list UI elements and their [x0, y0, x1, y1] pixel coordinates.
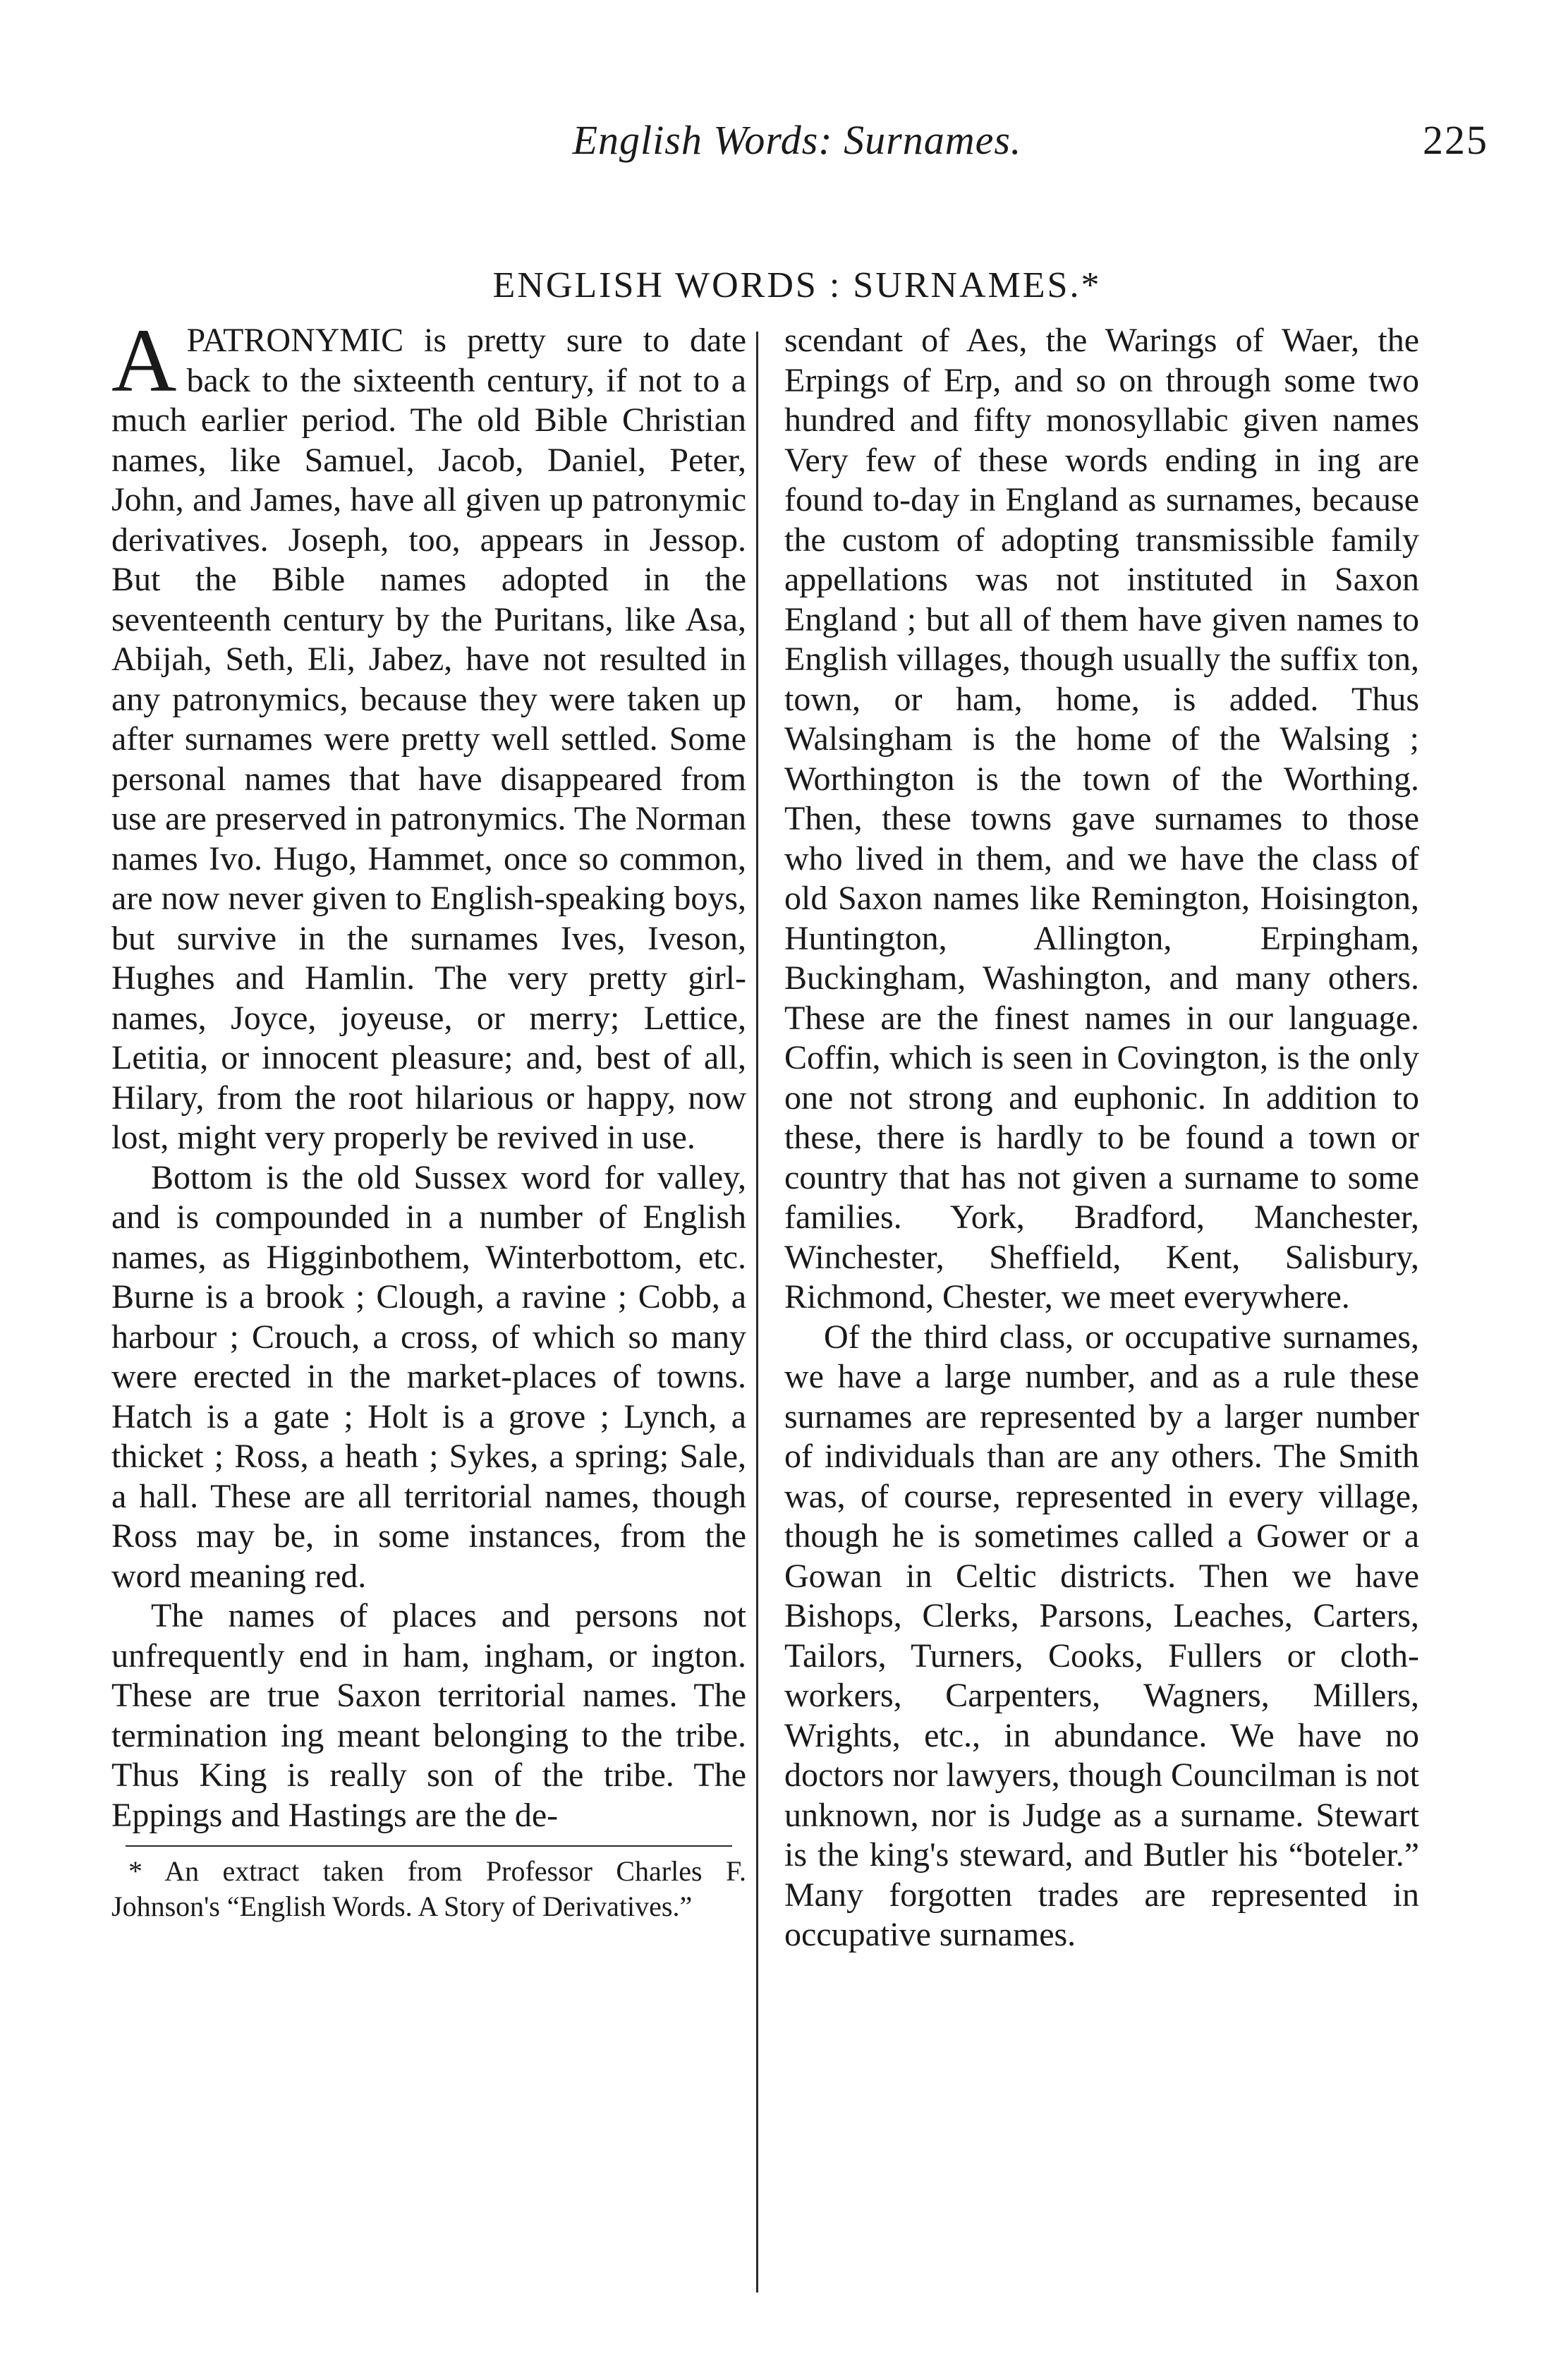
page-number: 225 [1423, 117, 1488, 163]
running-head: English Words: Surnames. [572, 117, 1022, 163]
drop-cap: A [111, 310, 177, 411]
column-divider [756, 332, 758, 2293]
article-title: ENGLISH WORDS : SURNAMES.* [492, 265, 1102, 305]
right-column [784, 321, 1419, 1955]
left-column [111, 310, 746, 1924]
paragraph-3: The names of places and persons not unfrequently end in ham, ingham, or ington. These are true Saxon territorial names. The termination ing meant belonging to the tribe. Thus King is really son of the tribe. The Eppings and Hastings are the de- [111, 1597, 746, 1834]
paragraph-5: Of the third class, or occupative surnames, we have a large number, and as a rule these surnames are represented by a larger number of individuals than are any others. The Smith was, of course, represented in every village, though he is sometimes called a Gower or a Gowan in Celtic districts. Then we have Bishops, Clerks, Parsons, Leaches, Carters, Tailors, Turners, Cooks, Fullers or cloth-workers, Carpenters, Wagners, Millers, Wrights, etc., in abundance. We have no doctors nor lawyers, though Councilman is not unknown, nor is Judge as a surname. Stewart is the king's steward, and Butler his “boteler.” Many forgotten trades are represented in occupative surnames. [784, 1318, 1419, 1953]
footnote-rule [126, 1845, 732, 1847]
paragraph-2: Bottom is the old Sussex word for valley, and is compounded in a number of English names, as Higginbothem, Winterbottom, etc. Burne is a brook ; Clough, a ravine ; Cobb, a harbour ; Crouch, a cross, of which so many were erected in the market-places of towns. Hatch is a gate ; Holt is a grove ; Lynch, a thicket ; Ross, a heath ; Sykes, a spring; Sale, a hall. These are all territorial names, though Ross may be, in some instances, from the word meaning red. [111, 1158, 746, 1595]
paragraph-4: scendant of Aes, the Warings of Waer, the Erpings of Erp, and so on through some two hundred and fifty monosyllabic given names Very few of these words ending in ing are found to-day in England as surnames, because the custom of adopting transmissible family appellations was not instituted in Saxon England ; but all of them have given names to English villages, though usually the suffix ton, town, or ham, home, is added. Thus Walsingham is the home of the Walsing ; Worthington is the town of the Worthing. Then, these towns gave surnames to those who lived in them, and we have the class of old Saxon names like Remington, Hoisington, Huntington, Allington, Erpingham, Buckingham, Washington, and many others. These are the finest names in our language. Coffin, which is seen in Covington, is the only one not strong and euphonic. In addition to these, there is hardly to be found a town or country that has not given a surname to some families. York, Bradford, Manchester, Winchester, Sheffield, Kent, Salisbury, Richmond, Chester, we meet everywhere. [784, 322, 1419, 1316]
page-header [106, 116, 1488, 173]
footnote [111, 1854, 746, 1924]
footnote-text: * An extract taken from Professor Charles F. Johnson's “English Words. A Story of Derivatives.” [111, 1855, 746, 1922]
paragraph-1 [111, 310, 746, 1158]
paragraph-1-text: PATRONYMIC is pretty sure to date back to the sixteenth century, if not to a much earlier period. The old Bible Christian names, like Samuel, Jacob, Daniel, Peter, John, and James, have all given up patronymic derivatives. Joseph, too, appears in Jessop. But the Bible names adopted in the seventeenth century by the Puritans, like Asa, Abijah, Seth, Eli, Jabez, have not resulted in any patronymics, because they were taken up after surnames were pretty well settled. Some personal names that have disappeared from use are preserved in patronymics. The Norman names Ivo. Hugo, Hammet, once so common, are now never given to English-speaking boys, but survive in the surnames Ives, Iveson, Hughes and Hamlin. The very pretty girl-names, Joyce, joyeuse, or merry; Lettice, Letitia, or innocent pleasure; and, best of all, Hilary, from the root hilarious or happy, now lost, might very properly be revived in use. [111, 322, 746, 1156]
